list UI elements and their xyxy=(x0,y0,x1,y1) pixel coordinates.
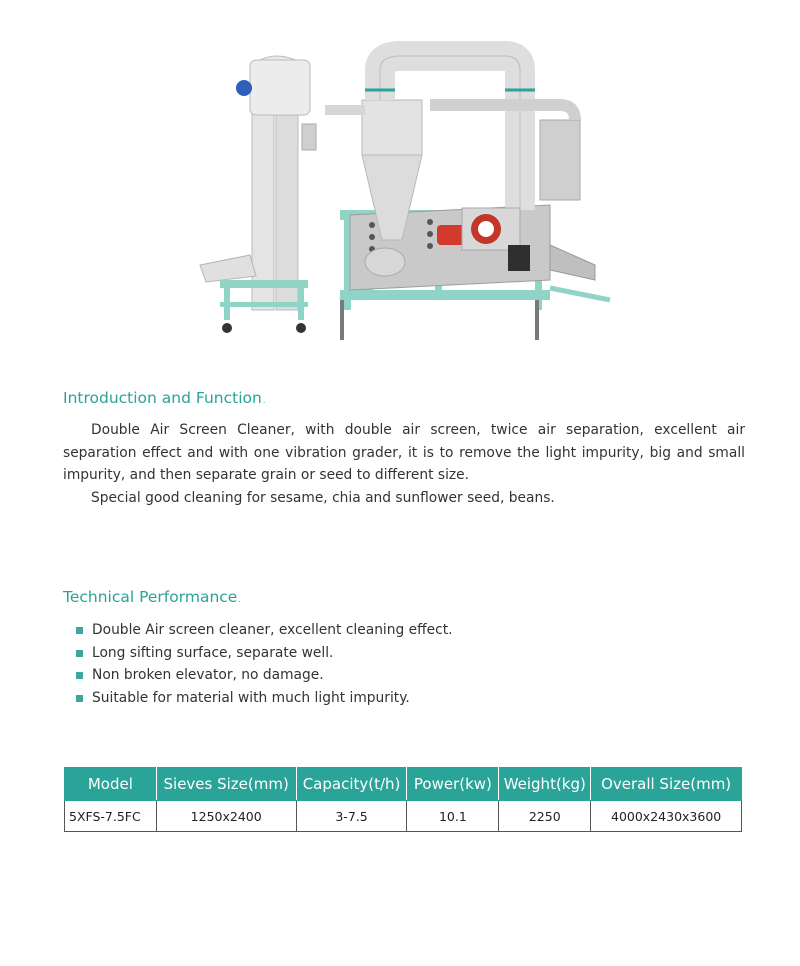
square-bullet-icon xyxy=(76,650,83,657)
column-header-overall-size: Overall Size(mm) xyxy=(591,768,742,801)
square-bullet-icon xyxy=(76,672,83,679)
product-image xyxy=(190,40,620,350)
cell-weight: 2250 xyxy=(499,801,591,832)
performance-heading xyxy=(63,588,241,606)
performance-heading-text: Technical Performance xyxy=(63,588,238,606)
column-header-model: Model xyxy=(65,768,157,801)
intro-heading-text: Introduction and Function xyxy=(63,389,262,407)
list-item-text: Long sifting surface, separate well. xyxy=(92,644,334,661)
cell-overall-size: 4000x2430x3600 xyxy=(591,801,742,832)
column-header-power: Power(kw) xyxy=(407,768,499,801)
list-item-text: Double Air screen cleaner, excellent cleaning effect. xyxy=(92,622,453,638)
column-header-weight: Weight(kg) xyxy=(499,768,591,801)
cell-power: 10.1 xyxy=(407,801,499,832)
spec-table xyxy=(64,767,742,832)
list-item-text: Suitable for material with much light impurity. xyxy=(92,689,410,706)
cell-model: 5XFS-7.5FC xyxy=(65,801,157,832)
intro-heading xyxy=(63,389,265,407)
heading-dot: . xyxy=(262,396,266,405)
intro-text xyxy=(63,419,745,509)
intro-paragraph: Special good cleaning for sesame, chia and sunflower seed, beans. xyxy=(91,489,555,506)
list-item xyxy=(76,642,453,665)
list-item xyxy=(76,664,453,687)
square-bullet-icon xyxy=(76,695,83,702)
column-header-capacity: Capacity(t/h) xyxy=(296,768,407,801)
cell-capacity: 3-7.5 xyxy=(296,801,407,832)
intro-paragraph: Double Air Screen Cleaner, with double air screen, twice air separation, excellent air separation effect and with one vibration grader, it is to remove the light impurity, big and small impurity, and then separate grain or seed to different size. xyxy=(63,422,745,484)
square-bullet-icon xyxy=(76,627,83,634)
table-row xyxy=(65,801,742,832)
heading-dot: . xyxy=(238,595,241,604)
cell-sieves-size: 1250x2400 xyxy=(156,801,296,832)
list-item xyxy=(76,619,453,642)
list-item xyxy=(76,687,453,710)
column-header-sieves-size: Sieves Size(mm) xyxy=(156,768,296,801)
performance-list xyxy=(76,619,453,709)
table-header-row xyxy=(65,768,742,801)
list-item-text: Non broken elevator, no damage. xyxy=(92,667,324,684)
